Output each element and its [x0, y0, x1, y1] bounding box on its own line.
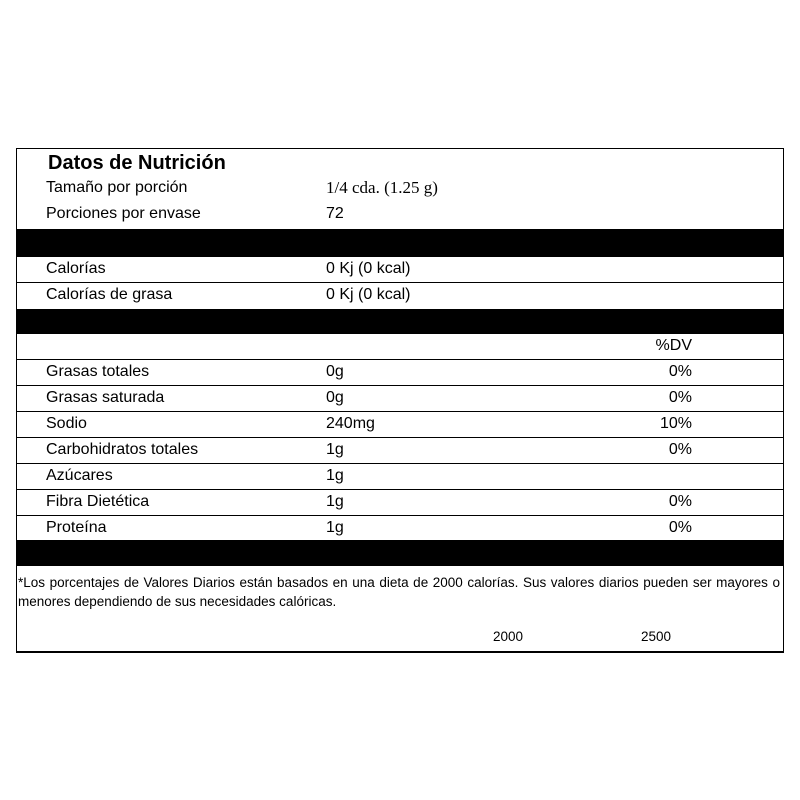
energy-label: Calorías	[46, 260, 106, 277]
nutrient-row	[17, 464, 783, 490]
nutrient-name: Sodio	[46, 415, 87, 432]
nutrient-name: Fibra Dietética	[46, 493, 150, 510]
nutrient-row	[17, 490, 783, 516]
nutrient-amount: 1g	[326, 441, 344, 458]
nutrient-dv: 10%	[659, 415, 692, 432]
dv-header-row	[17, 334, 783, 360]
nutrition-facts-label	[16, 148, 784, 653]
nutrient-dv: 0%	[668, 493, 692, 510]
nutrient-name: Grasas saturada	[46, 389, 165, 406]
nutrient-name: Carbohidratos totales	[46, 441, 199, 458]
dv-column-header: %DV	[655, 337, 692, 354]
nutrient-name: Grasas totales	[46, 363, 150, 380]
servings-per-container-value: 72	[326, 205, 344, 222]
nutrient-dv: 0%	[668, 363, 692, 380]
serving-size-value: 1/4 cda. (1.25 g)	[326, 178, 438, 197]
daily-values-footnote: *Los porcentajes de Valores Diarios están basados en una dieta de 2000 calorías. Sus valores diarios pueden ser mayores o menores dependiendo de sus necesidades calóricas.	[18, 575, 780, 609]
energy-row	[17, 283, 783, 309]
nutrient-row	[17, 438, 783, 464]
energy-value: 0 Kj (0 kcal)	[326, 286, 411, 303]
nutrient-row	[17, 516, 783, 540]
servings-per-container-label: Porciones por envase	[46, 205, 201, 222]
nutrient-row	[17, 386, 783, 412]
nutrient-row	[17, 360, 783, 386]
nutrient-amount: 240mg	[326, 415, 375, 432]
nutrient-dv: 0%	[668, 519, 692, 536]
label-title: Datos de Nutrición	[48, 152, 226, 174]
nutrient-amount: 1g	[326, 519, 344, 536]
separator-bar-1	[17, 229, 783, 257]
reference-column-2500: 2500	[641, 629, 672, 644]
nutrient-amount: 1g	[326, 467, 344, 484]
nutrient-amount: 0g	[326, 363, 344, 380]
energy-label: Calorías de grasa	[46, 286, 173, 303]
reference-column-2000: 2000	[493, 629, 524, 644]
separator-bar-2	[17, 309, 783, 334]
nutrient-amount: 1g	[326, 493, 344, 510]
nutrient-dv: 0%	[668, 389, 692, 406]
energy-value: 0 Kj (0 kcal)	[326, 260, 411, 277]
nutrient-dv: 0%	[668, 441, 692, 458]
separator-bar-3	[17, 540, 783, 566]
serving-size-label: Tamaño por porción	[46, 179, 188, 196]
nutrient-row	[17, 412, 783, 438]
nutrient-name: Proteína	[46, 519, 107, 536]
nutrient-amount: 0g	[326, 389, 344, 406]
nutrient-name: Azúcares	[46, 467, 113, 484]
energy-row	[17, 257, 783, 283]
